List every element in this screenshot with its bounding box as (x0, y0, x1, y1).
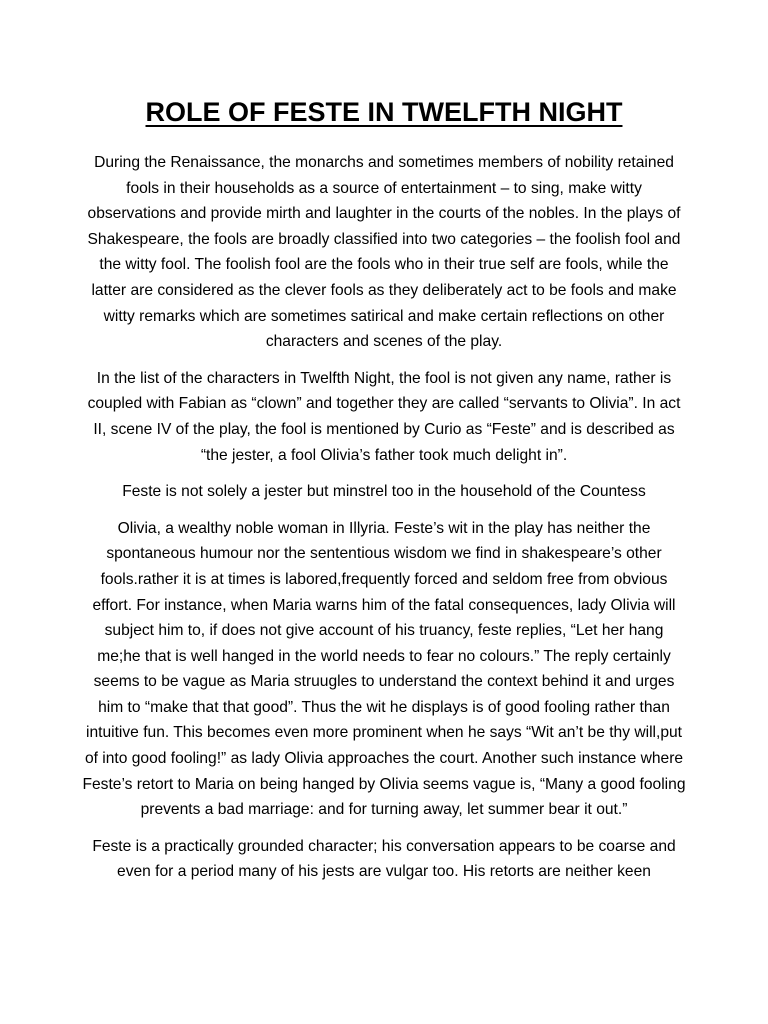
document-body (82, 150, 686, 896)
paragraph-character-list: In the list of the characters in Twelfth Night, the fool is not given any name, rather is coupled with Fabian as “clown” and together they are called “servants to Olivia”. In act II, scene IV of the play, the fool is mentioned by Curio as “Feste” and is described as “the jester, a fool Olivia’s father took much delight in”. (87, 369, 681, 464)
paragraph-renaissance-fools: During the Renaissance, the monarchs and sometimes members of nobility retained fools in their households as a source of entertainment – to sing, make witty observations and provide mirth and laughter in the courts of the nobles. In the plays of Shakespeare, the fools are broadly classified into two categories – the foolish fool and the witty fool. The foolish fool are the fools who in their true self are fools, while the latter are considered as the clever fools as they deliberately act to be fools and make witty remarks which are sometimes satirical and make certain reflections on other characters and scenes of the play. (87, 154, 681, 351)
paragraph-feste-wit: Olivia, a wealthy noble woman in Illyria. Feste’s wit in the play has neither the spontaneous humour nor the sententious wisdom we find in shakespeare’s other fools.rather it is at times is labored,frequently forced and seldom free from obvious effort. For instance, when Maria warns him of the fatal consequences, lady Olivia will subject him to, if does not give account of his truancy, feste replies, “Let her hang me;he that is well hanged in the world needs to fear no colours.” The reply certainly seems to be vague as Maria struugles to understand the context behind it and urges him to “make that that good”. Thus the wit he displays is of good fooling rather than intuitive fun. This becomes even more prominent when he says “Wit an’t be thy will,put of into good fooling!” as lady Olivia approaches the court. Another such instance where Feste’s retort to Maria on being hanged by Olivia seems vague is, “Many a good fooling prevents a bad marriage: and for turning away, let summer bear it out.” (82, 519, 686, 819)
paragraph-jester-minstrel: Feste is not solely a jester but minstrel too in the household of the Countess (122, 483, 646, 501)
paragraph-practical-character: Feste is a practically grounded character; his conversation appears to be coarse and even for a period many of his jests are vulgar too. His retorts are neither keen (92, 837, 676, 881)
document-title: ROLE OF FESTE IN TWELFTH NIGHT (145, 97, 623, 127)
